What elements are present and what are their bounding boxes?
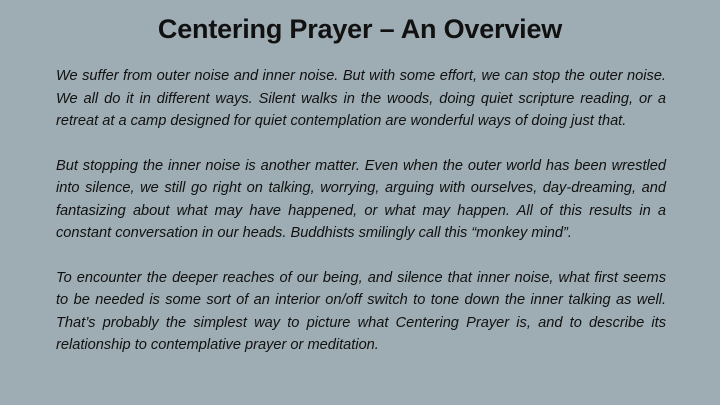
slide-title: Centering Prayer – An Overview bbox=[157, 14, 563, 44]
slide-body bbox=[56, 65, 666, 357]
paragraph-outer-noise: We suffer from outer noise and inner noise. But with some effort, we can stop the outer noise. We all do it in different ways. Silent walks in the woods, doing quiet scripture reading, or a retreat at a camp designed for quiet contemplation are wonderful ways of doing just that. bbox=[56, 68, 666, 129]
paragraph-inner-noise: But stopping the inner noise is another matter. Even when the outer world has been wrestled into silence, we still go right on talking, worrying, arguing with ourselves, day-dreaming, and fantasizing about what may have happened, or what may happen. All of this results in a constant conversation in our heads. Buddhists smilingly call this “monkey mind”. bbox=[56, 157, 666, 241]
paragraph-interior-switch: To encounter the deeper reaches of our being, and silence that inner noise, what first seems to be needed is some sort of an interior on/off switch to tone down the inner talking as well. That’s probably the simplest way to picture what Centering Prayer is, and to describe its relationship to contemplative prayer or meditation. bbox=[56, 269, 666, 353]
